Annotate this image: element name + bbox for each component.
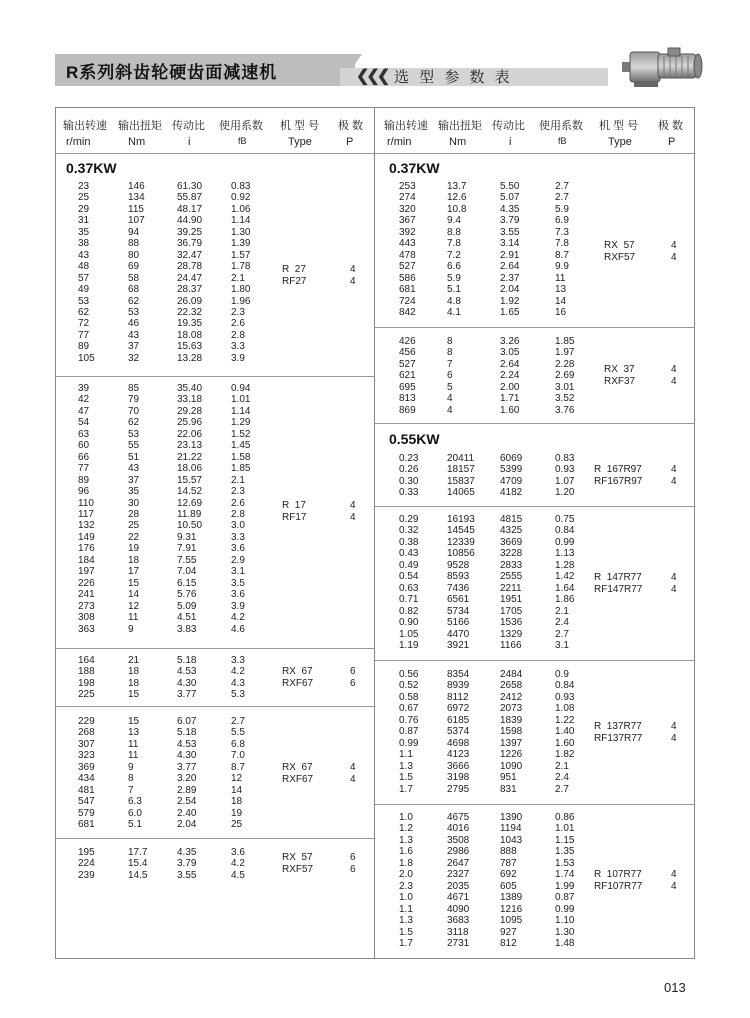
ratio-values: 6.07 5.18 4.53 4.30 3.77 3.20 2.89 2.54 2.40 2.04 [177, 716, 197, 831]
document-title: R系列斜齿轮硬齿面减速机 [66, 63, 278, 82]
torque-values: 146 134 115 107 94 88 80 69 58 68 62 53 46 43 37 32 [128, 181, 145, 364]
torque-values: 17.7 15.4 14.5 [128, 847, 148, 881]
ratio-values: 4.35 3.79 3.55 [177, 847, 197, 881]
col-ratio: 传动比 [492, 120, 525, 132]
document-subtitle: 选 型 参 数 表 [394, 69, 513, 86]
speed-values: 23 25 29 31 35 38 43 48 57 49 53 62 72 77 89 105 [78, 181, 95, 364]
stage-count: 4 4 [350, 500, 356, 523]
unit-speed: r/min [66, 136, 91, 148]
speed-values: 164 188 198 225 [78, 655, 95, 701]
model-type: RX 67 RXF67 [282, 762, 314, 785]
group-divider [375, 804, 694, 805]
col-type: 机 型 号 [599, 120, 639, 132]
factor-values: 2.7 5.5 6.8 7.0 8.7 12 14 18 19 25 [231, 716, 245, 831]
factor-values: 0.9 0.84 0.93 1.08 1.22 1.40 1.60 1.82 2.1 2.4 2.7 [555, 669, 575, 795]
model-type: R 107R77 RF107R77 [594, 869, 643, 892]
group-divider [375, 423, 694, 424]
group-divider [375, 506, 694, 507]
stage-count: 4 4 [671, 572, 677, 595]
stage-count: 4 4 [671, 721, 677, 744]
ratio-values: 1390 1194 1043 888 787 692 605 1389 1216 1095 927 812 [500, 812, 523, 949]
stage-count: 4 4 [671, 240, 677, 263]
col-torque: 输出扭矩 [438, 120, 482, 132]
stage-count: 6 6 [350, 666, 356, 689]
group-divider [56, 648, 374, 649]
ratio-values: 35.40 33.18 29.28 25.96 22.06 23.13 21.22 18.06 15.57 14.52 12.69 11.89 10.50 9.31 7.91 7.55 7.04 6.15 5.76 5.09 4.51 3.83 [177, 383, 203, 635]
unit-factor: fB [238, 136, 247, 146]
speed-values: 0.56 0.52 0.58 0.67 0.76 0.87 0.99 1.1 1.3 1.5 1.7 [399, 669, 419, 795]
unit-ratio: i [509, 136, 512, 148]
torque-values: 13.7 12.6 10.8 9.4 8.8 7.8 7.2 6.6 5.9 5.1 4.8 4.1 [447, 181, 467, 318]
ratio-values: 6069 5399 4709 4182 [500, 453, 523, 499]
ratio-values: 61.30 55.87 48.17 44.90 39.25 36.79 32.47 28.78 24.47 28.37 26.09 22.32 19.35 18.08 15.63 13.28 [177, 181, 203, 364]
model-type: R 167R97 RF167R97 [594, 464, 643, 487]
speed-values: 229 268 307 323 369 434 481 547 579 681 [78, 716, 95, 831]
page-number: 013 [664, 980, 686, 995]
header-rule [56, 153, 694, 154]
power-heading: 0.37KW [389, 160, 440, 176]
ratio-values: 2484 2658 2412 2073 1839 1598 1397 1226 1090 951 831 [500, 669, 523, 795]
unit-ratio: i [188, 136, 191, 148]
stage-count: 4 4 [350, 264, 356, 287]
chevron-left-icon: ❮❮❮ [356, 68, 388, 85]
group-divider [375, 327, 694, 328]
col-factor: 使用系数 [219, 120, 263, 132]
group-divider [56, 838, 374, 839]
group-divider [375, 660, 694, 661]
col-ratio: 传动比 [172, 120, 205, 132]
col-factor: 使用系数 [539, 120, 583, 132]
unit-type: Type [288, 136, 312, 148]
gear-motor-icon [618, 40, 708, 90]
unit-stages: P [668, 136, 676, 148]
torque-values: 4675 4016 3508 2986 2647 2327 2035 4671 4090 3683 3118 2731 [447, 812, 470, 949]
speed-values: 0.29 0.32 0.38 0.43 0.49 0.54 0.63 0.71 0.82 0.90 1.05 1.19 [399, 514, 419, 651]
torque-values: 15 13 11 11 9 8 7 6.3 6.0 5.1 [128, 716, 142, 831]
power-heading: 0.37KW [66, 160, 117, 176]
torque-values: 16193 14545 12339 10856 9528 8593 7436 6561 5734 5166 4470 3921 [447, 514, 475, 651]
ratio-values: 3.26 3.05 2.64 2.24 2.00 1.71 1.60 [500, 336, 520, 416]
stage-count: 4 4 [671, 464, 677, 487]
stage-count: 4 4 [350, 762, 356, 785]
factor-values: 0.83 0.93 1.07 1.20 [555, 453, 575, 499]
model-type: R 137R77 RF137R77 [594, 721, 643, 744]
col-stages: 极 数 [338, 120, 364, 132]
speed-values: 1.0 1.2 1.3 1.6 1.8 2.0 2.3 1.0 1.1 1.3 1.5 1.7 [399, 812, 413, 949]
ratio-values: 5.50 5.07 4.35 3.79 3.55 3.14 2.91 2.64 2.37 2.04 1.92 1.65 [500, 181, 520, 318]
group-divider [56, 376, 374, 377]
group-divider [56, 706, 374, 707]
model-type: RX 57 RXF57 [282, 852, 314, 875]
model-type: R 17 RF17 [282, 500, 307, 523]
factor-values: 3.6 4.2 4.5 [231, 847, 245, 881]
speed-values: 0.23 0.26 0.30 0.33 [399, 453, 419, 499]
factor-values: 0.86 1.01 1.15 1.35 1.53 1.74 1.99 0.87 0.99 1.10 1.30 1.48 [555, 812, 575, 949]
stage-count: 4 4 [671, 364, 677, 387]
torque-values: 20411 18157 15837 14065 [447, 453, 475, 499]
ratio-values: 5.18 4.53 4.30 3.77 [177, 655, 197, 701]
torque-values: 8 8 7 6 5 4 4 [447, 336, 453, 416]
speed-values: 195 224 239 [78, 847, 95, 881]
torque-values: 8354 8939 8112 6972 6185 5374 4698 4123 3666 3198 2795 [447, 669, 470, 795]
stage-count: 6 6 [350, 852, 356, 875]
unit-stages: P [346, 136, 354, 148]
speed-values: 426 456 527 621 695 813 869 [399, 336, 416, 416]
unit-type: Type [608, 136, 632, 148]
col-type: 机 型 号 [280, 120, 320, 132]
col-speed: 输出转速 [384, 120, 428, 132]
col-torque: 输出扭矩 [118, 120, 162, 132]
selection-table [55, 107, 695, 959]
model-type: RX 57 RXF57 [604, 240, 636, 263]
factor-values: 3.3 4.2 4.3 5.3 [231, 655, 245, 701]
ratio-values: 4815 4325 3669 3228 2833 2555 2211 1951 1705 1536 1329 1166 [500, 514, 523, 651]
factor-values: 0.94 1.01 1.14 1.29 1.52 1.45 1.58 1.85 2.1 2.3 2.6 2.8 3.0 3.3 3.6 2.9 3.1 3.5 3.6 3.9 4.2 4.6 [231, 383, 251, 635]
model-type: RX 37 RXF37 [604, 364, 636, 387]
torque-values: 85 79 70 62 53 55 51 43 37 35 30 28 25 22 19 18 17 15 14 12 11 9 [128, 383, 140, 635]
factor-values: 0.75 0.84 0.99 1.13 1.28 1.42 1.64 1.86 2.1 2.4 2.7 3.1 [555, 514, 575, 651]
model-type: R 147R77 RF147R77 [594, 572, 643, 595]
unit-torque: Nm [128, 136, 146, 148]
column-divider [374, 107, 375, 959]
torque-values: 21 18 18 15 [128, 655, 140, 701]
factor-values: 1.85 1.97 2.28 2.69 3.01 3.52 3.76 [555, 336, 575, 416]
unit-factor: fB [558, 136, 567, 146]
model-type: R 27 RF27 [282, 264, 307, 287]
col-stages: 极 数 [658, 120, 684, 132]
col-speed: 输出转速 [63, 120, 107, 132]
model-type: RX 67 RXF67 [282, 666, 314, 689]
power-heading: 0.55KW [389, 431, 440, 447]
factor-values: 0.83 0.92 1.06 1.14 1.30 1.39 1.57 1.78 2.1 1.80 1.96 2.3 2.6 2.8 3.3 3.9 [231, 181, 251, 364]
speed-values: 39 42 47 54 63 60 66 77 89 96 110 117 132 149 176 184 197 226 241 273 308 363 [78, 383, 95, 635]
unit-speed: r/min [387, 136, 412, 148]
speed-values: 253 274 320 367 392 443 478 527 586 681 724 842 [399, 181, 416, 318]
stage-count: 4 4 [671, 869, 677, 892]
factor-values: 2.7 2.7 5.9 6.9 7.3 7.8 8.7 9.9 11 13 14 16 [555, 181, 569, 318]
unit-torque: Nm [449, 136, 467, 148]
